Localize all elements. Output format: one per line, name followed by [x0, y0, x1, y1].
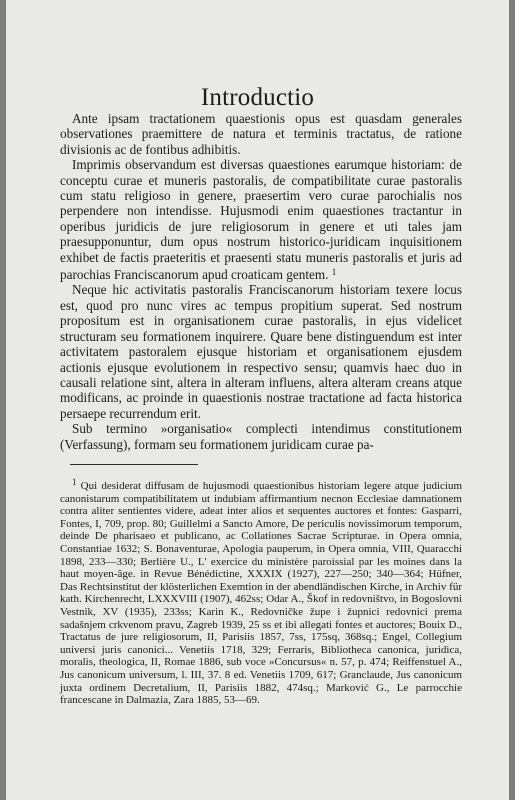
paragraph-3: Neque hic activitatis pastoralis Franciscanorum historiam texere locus est, quod pro nunc vires ac tempus propitium superat. Sed nostrum propositum est in organisationem curae pastoralis, in ejus videlicet structuram seu formationem inquirere. Quare bene distinguendum est inter activitatem pastoralem ejusque historiam et organisationem ejusdem actionis ejusque evolutionem in respectivo sensu; quamvis haec duo in causali relatione sint, altera in alteram influens, altera alteram creans atque modificans, ac proinde in quaestionis nostrae tractatione ad facta historica persaepe recurrendum erit. — [60, 282, 462, 421]
main-text — [60, 111, 462, 452]
footnote — [60, 476, 462, 707]
paragraph-2-text: Imprimis observandum est diversas quaestiones earumque historiam: de conceptu curae et muneris pastoralis, de compatibilitate curae pastoralis cum statu religioso in genere, praesertim vero curae parochialis nos perpendere non intendisse. Hujusmodi enim quaestiones tractantur in operibus juridicis de jure religiosorum in genere et uti tales jam praesupponuntur, dum opus nostrum historico-juridicam inquisitionem exhibet de factis praeteritis et praesenti statu muneris pastoralis et juris ad parochias Franciscanorum apud croaticam gentem. — [60, 157, 462, 283]
book-page — [6, 0, 509, 800]
footnote-reference: 1 — [331, 267, 337, 278]
paragraph-1: Ante ipsam tractationem quaestionis opus est quasdam generales observationes praemittere de natura et terminis tractatus, de ratione divisionis ac de fontibus adhibitis. — [60, 111, 462, 157]
footnote-number: 1 — [72, 477, 77, 487]
footnote-divider — [70, 464, 198, 465]
paragraph-4: Sub termino »organisatio« complecti intendimus constitutionem (Verfassung), formam seu formationem juridicam curae pa- — [60, 421, 462, 452]
page-title: Introductio — [200, 84, 315, 111]
footnote-text: Qui desiderat diffusam de hujusmodi quaestionibus historiam legere atque judicium canonistarum compatibilitatem ut indubiam affirmantium necnon Ecclesiae damnationem contra aliter sentientes videre, adeat inter alios et sequentes auctores et fontes: Gasparri, Fontes, I, 709, prop. 80; Guillelmi a Sancto Amore, De periculis novissimorum temporum, deinde De pharisaeo et publicano, ac Collationes Sacrae Scripturae. in Opera omnia, Constantiae 1632; S. Bonaventurae, Apologia pauperum, in Opera omnia, VIII, Quaracchi 1898, 233—330; Berlière U., L' exercice du ministère paroissial par les moines dans la haut moyen-âge. in Revue Bénédictine, XXXIX (1927), 227—250; 340—364; Hüfner, Das Rechtsinstitut der klösterlichen Exemtion in der abendländischen Kirche, in Archiv für kath. Kirchenrecht, LXXXVIII (1907), 462ss; Odar A., Škof in redovništvo, in Bogoslovni Vestnik, XV (1935), 233ss; Karin K., Redovničke župe i župnici redovnici prema sadašnjem crkvenom pravu, Zagreb 1939, 25 ss et ibi allegati fontes et auctores; Bouix D., Tractatus de jure religiosorum, II, Parisiis 1857, 7ss, 175sq, 368sq.; Engel, Collegium universi juris canonici... Venetiis 1718, 329; Ferraris, Bibliotheca canonica, juridica, moralis, theologica, II, Romae 1886, sub voce »Concursus« n. 57, p. 474; Reiffenstuel A., Jus canonicum universum, l. III, 37. 8 ed. Venetiis 1709, 617; Granclaude, Jus canonicum juxta ordinem Decretalium, II, Parisiis 1882, 474sq.; Marković G., Le parrocchie francescane in Dalmazia, Zara 1885, 53—69. — [60, 480, 462, 707]
paragraph-2 — [60, 157, 462, 282]
